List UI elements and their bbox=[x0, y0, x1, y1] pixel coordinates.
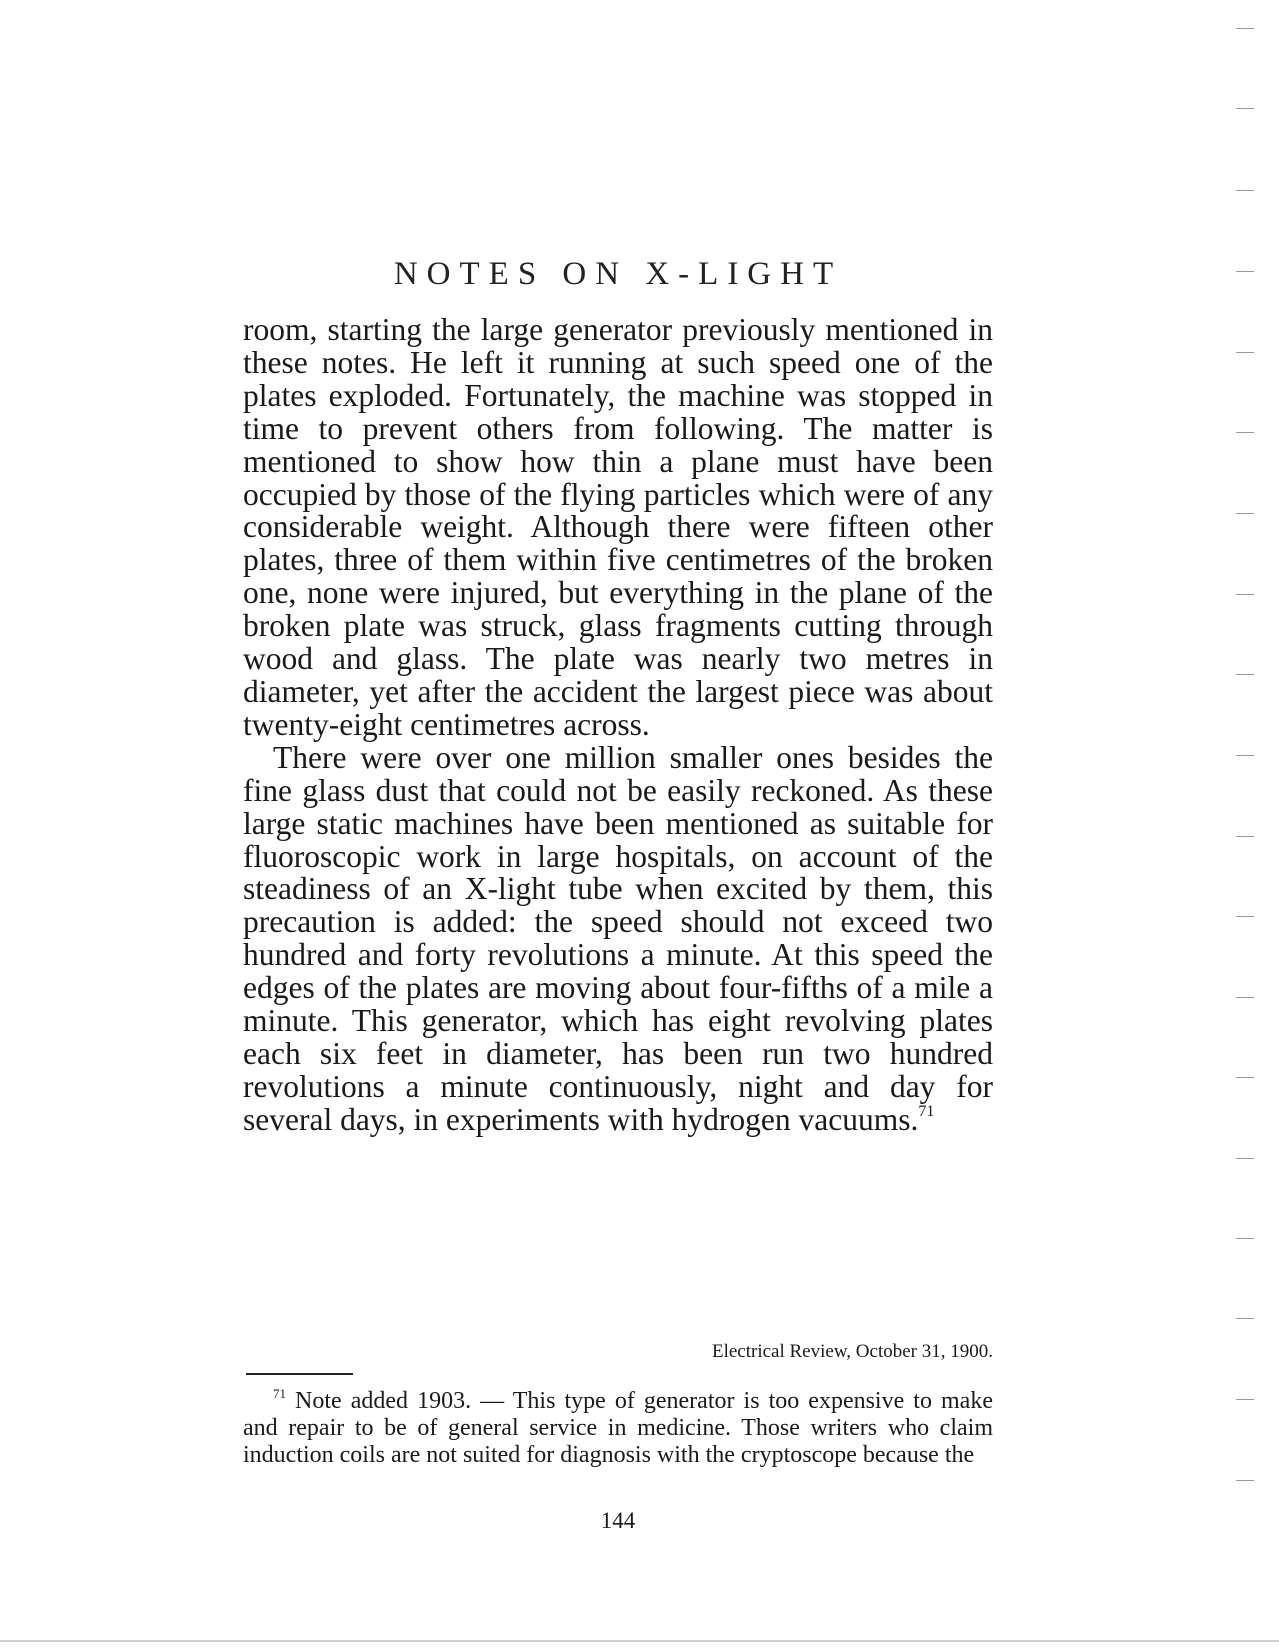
edge-mark bbox=[1236, 1480, 1254, 1481]
edge-mark bbox=[1236, 1238, 1254, 1239]
edge-mark bbox=[1236, 352, 1254, 353]
footnote bbox=[243, 1388, 993, 1469]
edge-mark bbox=[1236, 836, 1254, 837]
scan-bottom-edge bbox=[0, 1640, 1279, 1642]
footnote-text: Note added 1903. — This type of generator is too expensive to make and repair to be of general service in medicine. Those writers who claim induction coils are not suited for diagnosis with the cryptoscope because the bbox=[243, 1388, 993, 1468]
edge-mark bbox=[1236, 916, 1254, 917]
paragraph-1: room, starting the large generator previously mentioned in these notes. He left it running at such speed one of the plates exploded. Fortunately, the machine was stopped in time to prevent others from following. The matter is mentioned to show how thin a plane must have been occupied by those of the flying particles which were of any considerable weight. Although there were fifteen other plates, three of them within five centimetres of the broken one, none were injured, but everything in the plane of the broken plate was struck, glass fragments cutting through wood and glass. The plate was nearly two metres in diameter, yet after the accident the largest piece was about twenty-eight centimetres across. bbox=[243, 312, 993, 742]
page-number: 144 bbox=[600, 1508, 636, 1533]
footnote-marker: 71 bbox=[273, 1386, 286, 1401]
edge-mark bbox=[1236, 1077, 1254, 1078]
paragraph-2-text: There were over one million smaller ones besides the fine glass dust that could not be easily reckoned. As these large static machines have been mentioned as suitable for fluoroscopic work in large hospitals, on account of the steadiness of an X-light tube when excited by them, this precaution is added: the speed should not exceed two hundred and forty revolutions a minute. At this speed the edges of the plates are moving about four-fifths of a mile a minute. This generator, which has eight revolving plates each six feet in diameter, has been run two hundred revolutions a minute continuously, night and day for several days, in experiments with hydrogen vacuums. bbox=[243, 739, 993, 1137]
edge-mark bbox=[1236, 1399, 1254, 1400]
scan-edge-marks bbox=[1236, 0, 1256, 1652]
edge-mark bbox=[1236, 28, 1254, 29]
footnote-reference: 71 bbox=[918, 1102, 935, 1120]
edge-mark bbox=[1236, 997, 1254, 998]
edge-mark bbox=[1236, 432, 1254, 433]
edge-mark bbox=[1236, 513, 1254, 514]
edge-mark bbox=[1236, 190, 1254, 191]
edge-mark bbox=[1236, 1318, 1254, 1319]
edge-mark bbox=[1236, 1158, 1254, 1159]
edge-mark bbox=[1236, 674, 1254, 675]
edge-mark bbox=[1236, 108, 1254, 109]
running-head: NOTES ON X-LIGHT bbox=[393, 256, 843, 292]
source-citation: Electrical Review, October 31, 1900. bbox=[711, 1341, 993, 1362]
paragraph-2 bbox=[243, 739, 993, 1137]
edge-mark bbox=[1236, 594, 1254, 595]
footnote-divider bbox=[246, 1373, 353, 1375]
body-text bbox=[243, 314, 993, 1137]
edge-mark bbox=[1236, 271, 1254, 272]
edge-mark bbox=[1236, 755, 1254, 756]
